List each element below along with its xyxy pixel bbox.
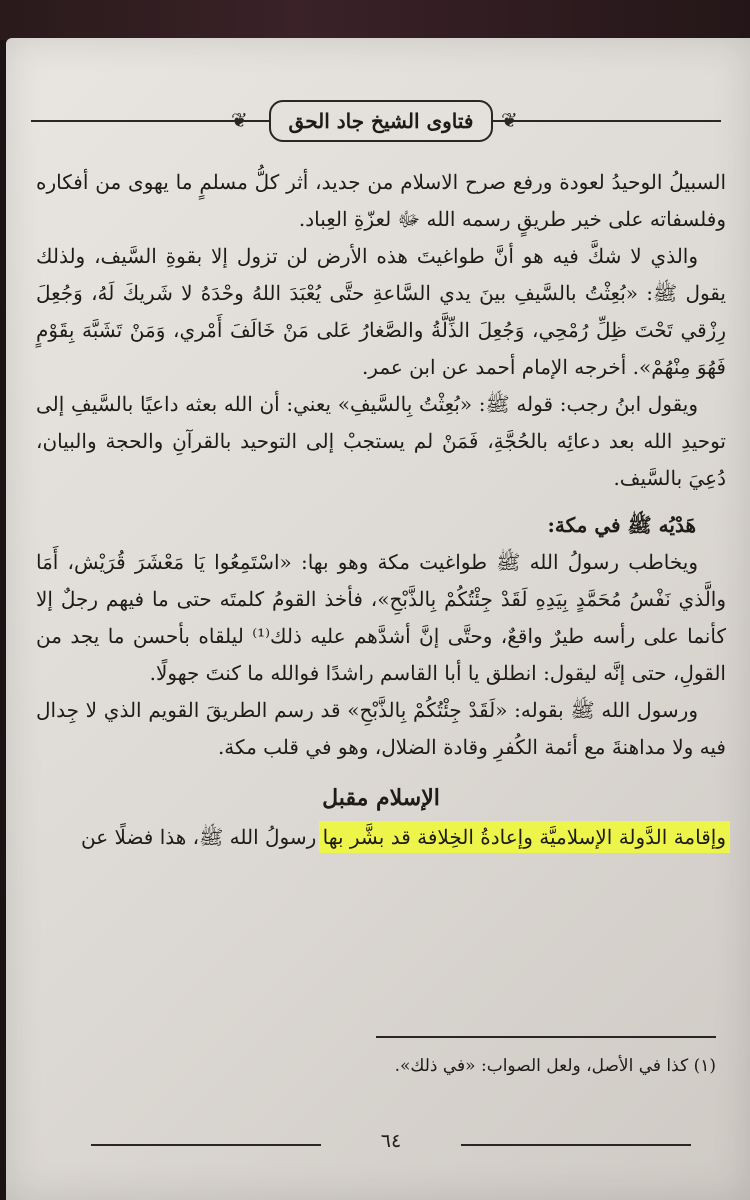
book-page [6,38,750,1200]
page-title: فتاوى الشيخ جاد الحق [288,109,474,133]
footnote: (١) كذا في الأصل، ولعل الصواب: «في ذلك». [394,1056,716,1076]
paragraph: ورسول الله ﷺ بقوله: «لَقَدْ جِئْتُكُمْ بِالذَّبْحِ» قد رسم الطريقَ القويم الذي لا جِدال فيه ولا مداهنةَ مع أئمة الكُفرِ وقادة الضلال، وهو في قلب مكة. [36,698,726,759]
page-number: ٦٤ [380,1130,402,1152]
paragraph: السبيلُ الوحيدُ لعودة ورفع صرح الاسلام من جديد، أثر كلُّ مسلمٍ ما يهوى من أفكاره وفلسفاته على خير طريقٍ رسمه الله ﷻ لعزّةِ العِباد. [36,170,726,231]
footer-rule-right [461,1144,691,1146]
background-top [0,0,750,40]
paragraph: والذي لا شكَّ فيه هو أنَّ طواغيتَ هذه الأرض لن تزول إلا بقوةِ السَّيف، ولذلك يقول ﷺ: «بُعِثْتُ بالسَّيفِ بينَ يدي السَّاعةِ حتَّى يُعْبَدَ اللهُ وحْدَهُ لا شَريكَ لَهُ، وَجُعِلَ رِزْقي تَحْتَ ظِلِّ رُمْحِي، وَجُعِلَ الذِّلَّةُ والصَّغارُ عَلى مَنْ خَالَفَ أَمْري، وَمَنْ تَشَبَّهَ بِقَوْمٍ فَهُوَ مِنْهُمْ». أخرجه الإمام أحمد عن ابن عمر. [36,244,726,379]
last-paragraph [36,819,726,856]
paragraph: ويقول ابنُ رجب: قوله ﷺ: «بُعِثْتُ بِالسَّيفِ» يعني: أن الله بعثه داعيًا بالسَّيفِ إلى توحيدِ الله بعد دعائِه بالحُجَّةِ، فَمَنْ لم يستجبْ إلى التوحيد بالقرآنِ والحجة والبيان، دُعِيَ بالسَّيف. [36,392,726,490]
ornament-right-icon: ❦ [501,108,518,132]
subheading: هَدْيُه ﷺ في مكة: [547,513,696,537]
footnote-rule [376,1036,716,1038]
page-header [31,86,721,146]
page-footer [91,1130,691,1160]
footer-rule-left [91,1144,321,1146]
section-title: الإسلام مقبل [322,785,440,811]
page-body [36,164,726,856]
paragraph-rest: رسولُ الله ﷺ، هذا فضلًا عن [81,825,323,849]
header-title-frame [269,100,493,142]
highlighted-text: وإقامة الدَّولة الإسلاميَّة وإعادةُ الخِلافة قد بشَّر بها [322,825,726,849]
paragraph: ويخاطب رسولُ الله ﷺ طواغيت مكة وهو بها: «اسْتَمِعُوا يَا مَعْشَرَ قُرَيْش، أَمَا والَّذي نَفْسُ مُحَمَّدٍ بِيَدِهِ لَقَدْ جِئْتُكُمْ بِالذَّبْحِ»، فأخذ القومُ كلمتَه حتى ما فيهم رجلٌ إلا كأنما على رأسه طيرٌ واقعٌ، وحتَّى إنَّ أشدَّهم عليه ذلك⁽¹⁾ ليلقاه بأحسن ما يجد من القولِ، حتى إنَّه ليقول: انطلق يا أبا القاسم راشدًا فوالله ما كنتَ جهولًا. [36,550,726,685]
ornament-left-icon: ❦ [231,108,248,132]
